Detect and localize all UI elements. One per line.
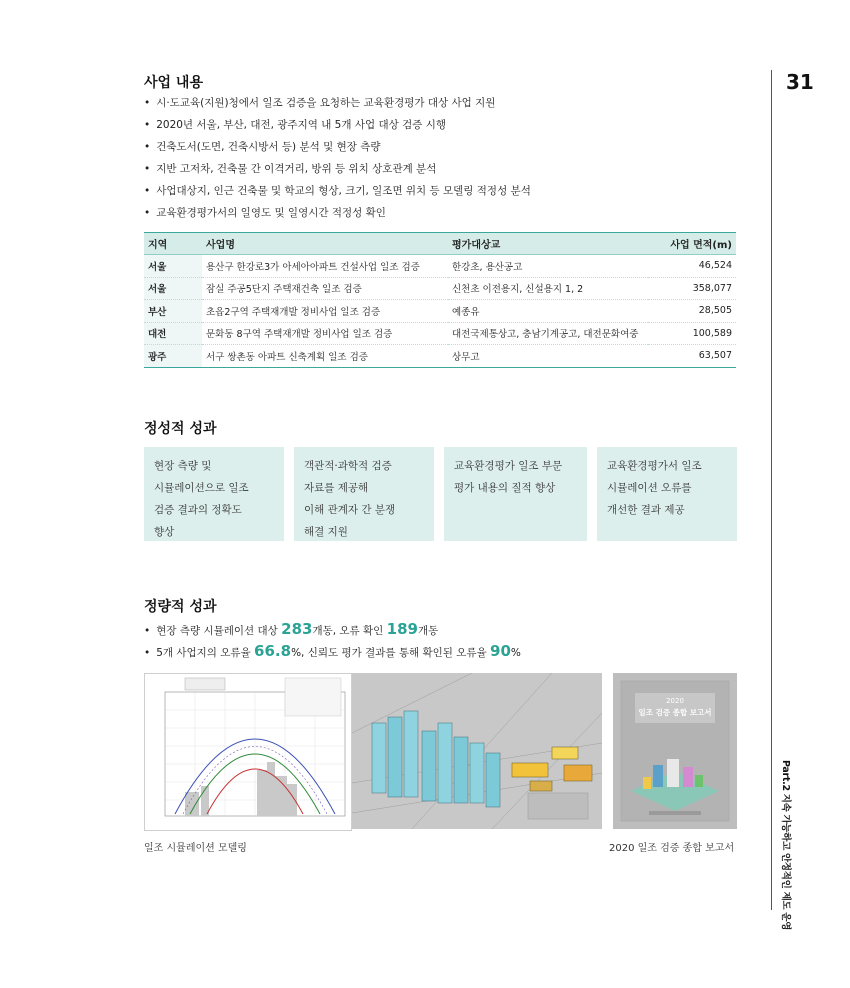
report-title: 일조 검증 종합 보고서 bbox=[638, 708, 712, 717]
cell-project: 잠실 주공5단지 주택재건축 일조 검증 bbox=[202, 277, 448, 300]
qualitative-box-line: 해결 지원 bbox=[304, 526, 348, 538]
col-header-region: 지역 bbox=[144, 233, 202, 255]
qualitative-box bbox=[444, 447, 587, 541]
table-row bbox=[144, 255, 736, 278]
cell-region: 서울 bbox=[144, 277, 202, 300]
business-bullet: • 2020년 서울, 부산, 대전, 광주지역 내 5개 사업 대상 검증 시행 bbox=[144, 114, 531, 136]
qualitative-box-line: 자료를 제공해 bbox=[304, 482, 369, 494]
highlight-value: 90 bbox=[490, 642, 511, 660]
qualitative-box bbox=[294, 447, 434, 541]
quantitative-bullet-list bbox=[144, 618, 521, 662]
cell-school: 예종유 bbox=[448, 300, 648, 323]
cell-school: 신천초 이전용지, 신설용지 1, 2 bbox=[448, 277, 648, 300]
qualitative-box-line: 교육환경평가서 일조 bbox=[607, 460, 702, 472]
col-header-area: 사업 면적(m) bbox=[648, 233, 736, 255]
caption-report: 2020 일조 검증 종합 보고서 bbox=[609, 843, 735, 854]
col-header-project: 사업명 bbox=[202, 233, 448, 255]
business-heading: 사업 내용 bbox=[144, 75, 203, 91]
qualitative-heading: 정성적 성과 bbox=[144, 421, 217, 437]
highlight-value: 66.8 bbox=[254, 642, 292, 660]
quantitative-bullet: • 현장 측량 시뮬레이션 대상 283개동, 오류 확인 189개동 bbox=[144, 618, 521, 640]
qualitative-box-line: 시뮬레이션으로 일조 bbox=[154, 482, 249, 494]
report-year: 2020 bbox=[666, 697, 684, 705]
caption-simulation: 일조 시뮬레이션 모델링 bbox=[144, 843, 247, 854]
side-section-label bbox=[768, 760, 808, 931]
cell-project: 용산구 한강로3가 아세아아파트 건설사업 일조 검증 bbox=[202, 255, 448, 278]
building-3d-model-image bbox=[352, 673, 602, 829]
cell-area: 28,505 bbox=[648, 300, 736, 323]
cell-region: 서울 bbox=[144, 255, 202, 278]
cell-region: 부산 bbox=[144, 300, 202, 323]
side-section-text: Part.2 지속 가능하고 안정적인 제도 운영 bbox=[780, 760, 791, 931]
quantitative-heading: 정량적 성과 bbox=[144, 599, 217, 615]
business-bullet: • 시·도교육(지원)청에서 일조 검증을 요청하는 교육환경평가 대상 사업 지원 bbox=[144, 92, 531, 114]
cell-school: 대전국제통상고, 충남기계공고, 대전문화여중 bbox=[448, 322, 648, 345]
cell-school: 한강초, 용산공고 bbox=[448, 255, 648, 278]
cell-area: 358,077 bbox=[648, 277, 736, 300]
col-header-school: 평가대상교 bbox=[448, 233, 648, 255]
qualitative-box-line: 현장 측량 및 bbox=[154, 460, 212, 472]
table-row bbox=[144, 345, 736, 368]
cell-school: 상무고 bbox=[448, 345, 648, 368]
qualitative-box-line: 시뮬레이션 오류를 bbox=[607, 482, 692, 494]
qualitative-box bbox=[597, 447, 737, 541]
qualitative-box-line: 평가 내용의 질적 향상 bbox=[454, 482, 556, 494]
page-number: 31 bbox=[786, 70, 814, 94]
qualitative-box-line: 이해 관계자 간 분쟁 bbox=[304, 504, 396, 516]
cell-project: 문화동 8구역 주택재개발 정비사업 일조 검증 bbox=[202, 322, 448, 345]
sunpath-diagram-image bbox=[144, 673, 352, 831]
business-bullet-list bbox=[144, 92, 531, 224]
qualitative-box-line: 향상 bbox=[154, 526, 175, 538]
qualitative-box-line: 교육환경평가 일조 부문 bbox=[454, 460, 563, 472]
qualitative-box-line: 검증 결과의 정확도 bbox=[154, 504, 242, 516]
business-bullet: • 지반 고저차, 건축물 간 이격거리, 방위 등 위치 상호관계 분석 bbox=[144, 158, 531, 180]
cell-region: 광주 bbox=[144, 345, 202, 368]
cell-region: 대전 bbox=[144, 322, 202, 345]
business-bullet: • 교육환경평가서의 일영도 및 일영시간 적정성 확인 bbox=[144, 202, 531, 224]
quantitative-bullet: • 5개 사업지의 오류율 66.8%, 신뢰도 평가 결과를 통해 확인된 오류율 90% bbox=[144, 640, 521, 662]
highlight-value: 283 bbox=[281, 620, 313, 638]
table-row bbox=[144, 300, 736, 323]
project-table bbox=[144, 232, 736, 368]
cell-area: 63,507 bbox=[648, 345, 736, 368]
business-bullet: • 사업대상지, 인근 건축물 및 학교의 형상, 크기, 일조면 위치 등 모델링 적정성 분석 bbox=[144, 180, 531, 202]
cell-project: 초읍2구역 주택재개발 정비사업 일조 검증 bbox=[202, 300, 448, 323]
cell-area: 46,524 bbox=[648, 255, 736, 278]
table-row bbox=[144, 322, 736, 345]
business-bullet: • 건축도서(도면, 건축시방서 등) 분석 및 현장 측량 bbox=[144, 136, 531, 158]
table-row bbox=[144, 277, 736, 300]
cell-project: 서구 쌍촌동 아파트 신축계획 일조 검증 bbox=[202, 345, 448, 368]
qualitative-box-line: 객관적·과학적 검증 bbox=[304, 460, 392, 472]
cell-area: 100,589 bbox=[648, 322, 736, 345]
qualitative-box-line: 개선한 결과 제공 bbox=[607, 504, 685, 516]
report-cover-image bbox=[613, 673, 737, 829]
qualitative-box bbox=[144, 447, 284, 541]
table-header-row bbox=[144, 233, 736, 255]
highlight-value: 189 bbox=[386, 620, 418, 638]
